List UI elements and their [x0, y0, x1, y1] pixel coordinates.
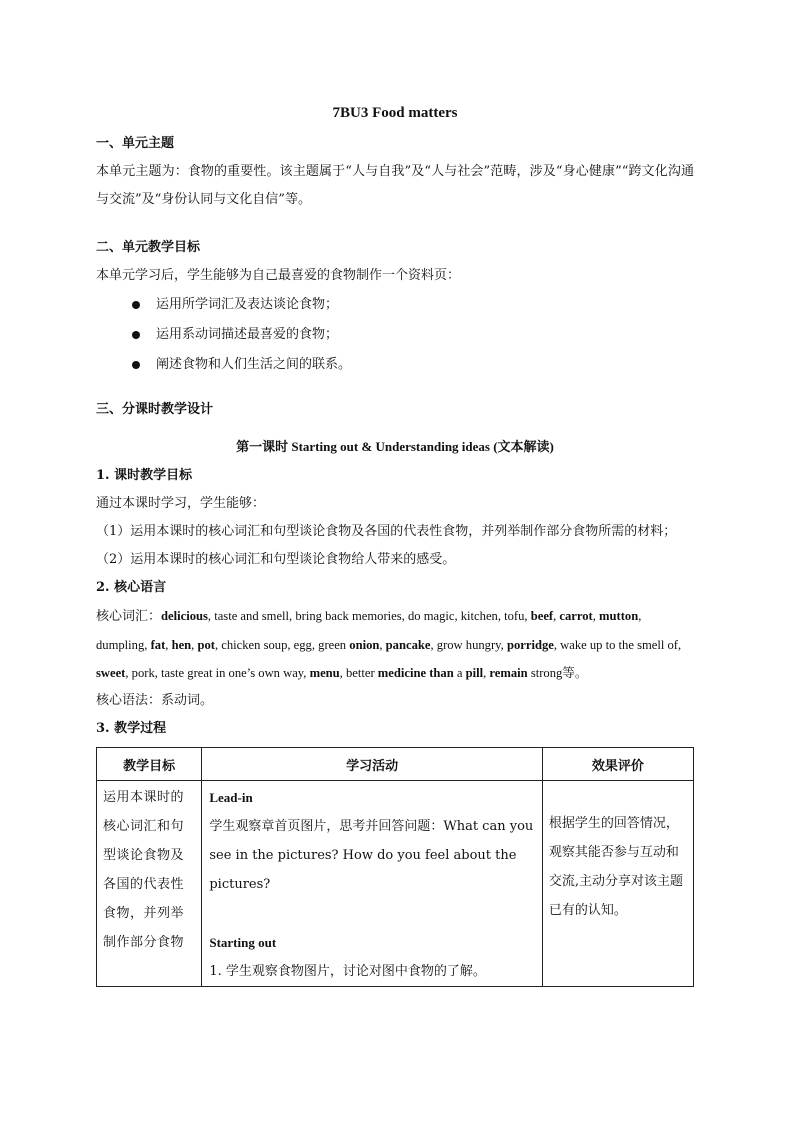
table-cell-evaluation: 根据学生的回答情况，观察其能否参与互动和交流,主动分享对该主题已有的认知。: [542, 781, 693, 987]
vocab-text: , pork, taste great in one’s own way,: [125, 666, 310, 680]
vocab-keyword: porridge: [506, 638, 554, 652]
vocab-keyword: onion: [349, 638, 380, 652]
objective-item: （1）运用本课时的核心词汇和句型谈论食物及各国的代表性食物，并列举制作部分食物所需的材料；: [96, 524, 677, 539]
activity-leadin-text: 学生观察章首页图片，思考并回答问题：What can you see in the pictures? How do you feel about the pictures?: [209, 819, 534, 892]
spacer: [96, 380, 694, 396]
vocab-text: , taste and smell, bring back memories, do magic, kitchen, tofu,: [207, 609, 531, 623]
subsection-heading-objectives: 1. 课时教学目标: [96, 468, 193, 483]
goal-bullet-text: 阐述食物和人们生活之间的联系。: [156, 357, 352, 372]
activity-starting-heading: Starting out: [209, 935, 277, 950]
vocab-text: a: [453, 666, 466, 680]
vocab-keyword: beef: [530, 609, 554, 623]
vocab-text: strong等。: [527, 666, 588, 680]
objective-item: （2）运用本课时的核心词汇和句型谈论食物给人带来的感受。: [96, 552, 456, 567]
spacer: [96, 214, 694, 234]
goal-bullet-list: [96, 290, 694, 380]
vocab-text: , better: [339, 666, 378, 680]
section-heading-goals: 二、单元教学目标: [96, 240, 201, 255]
vocab-text: ,: [592, 609, 600, 623]
spacer: [209, 899, 538, 928]
vocab-text: ,: [165, 638, 172, 652]
goal-bullet-item: [132, 320, 694, 350]
spacer: [96, 424, 694, 430]
section-heading-design: 三、分课时教学设计: [96, 402, 214, 417]
vocab-text: , wake up to the smell of,: [553, 638, 682, 652]
goal-bullet-item: [132, 350, 694, 380]
vocab-text: ,: [191, 638, 198, 652]
table-header-row: [97, 748, 694, 781]
document-body: [96, 100, 694, 987]
vocab-keyword: pancake: [385, 638, 431, 652]
vocab-keyword: mutton: [599, 609, 639, 623]
vocab-keyword: menu: [309, 666, 340, 680]
subsection-heading-process: 3. 教学过程: [96, 721, 167, 736]
vocab-text: ,: [483, 666, 490, 680]
core-grammar: 核心语法：系动词。: [96, 693, 214, 708]
bullet-dot-icon: [132, 301, 140, 309]
goal-bullet-item: [132, 290, 694, 320]
vocab-keyword: pot: [197, 638, 215, 652]
goal-bullet-text: 运用系动词描述最喜爱的食物；: [156, 327, 339, 342]
vocab-keyword: sweet: [96, 666, 126, 680]
bullet-dot-icon: [132, 331, 140, 339]
vocab-label: 核心词汇：: [96, 609, 162, 624]
lesson-title: 第一课时 Starting out & Understanding ideas (文本解读): [236, 439, 554, 454]
vocab-keyword: carrot: [559, 609, 593, 623]
table-header-goal: 教学目标: [97, 748, 202, 781]
vocab-keyword: hen: [171, 638, 192, 652]
core-vocabulary: [96, 602, 694, 687]
table-cell-goal: 运用本课时的核心词汇和句型谈论食物及各国的代表性食物，并列举制作部分食物: [97, 781, 202, 987]
activity-starting-text: 1. 学生观察食物图片，讨论对图中食物的了解。: [209, 964, 486, 979]
objectives-intro: 通过本课时学习，学生能够：: [96, 496, 266, 511]
vocab-text: ,: [379, 638, 386, 652]
table-header-evaluation: 效果评价: [542, 748, 693, 781]
vocab-text: ,: [553, 609, 560, 623]
table-header-activity: 学习活动: [202, 748, 543, 781]
subsection-heading-core-language: 2. 核心语言: [96, 580, 167, 595]
vocab-keyword: fat: [150, 638, 166, 652]
teaching-process-table: [96, 747, 694, 987]
section-intro-goals: 本单元学习后，学生能够为自己最喜爱的食物制作一个资料页：: [96, 268, 461, 283]
table-cell-activity: [202, 781, 543, 987]
vocab-keyword: pill: [465, 666, 484, 680]
goal-bullet-text: 运用所学词汇及表达谈论食物；: [156, 297, 339, 312]
vocab-words: [96, 609, 681, 680]
vocab-keyword: medicine than: [377, 666, 454, 680]
vocab-text: , grow hungry,: [430, 638, 507, 652]
vocab-keyword: delicious: [161, 609, 208, 623]
vocab-keyword: remain: [489, 666, 528, 680]
table-row: [97, 781, 694, 987]
bullet-dot-icon: [132, 361, 140, 369]
section-heading-theme: 一、单元主题: [96, 136, 175, 151]
vocab-text: , chicken soup, egg, green: [214, 638, 350, 652]
section-text-theme: 本单元主题为：食物的重要性。该主题属于“人与自我”及“人与社会”范畴，涉及“身心健康”“跨文化沟通与交流”及“身份认同与文化自信”等。: [96, 164, 694, 207]
vocab-text: , dumpling,: [96, 609, 642, 652]
activity-leadin-heading: Lead-in: [209, 790, 253, 805]
document-title: 7BU3 Food matters: [332, 105, 458, 121]
